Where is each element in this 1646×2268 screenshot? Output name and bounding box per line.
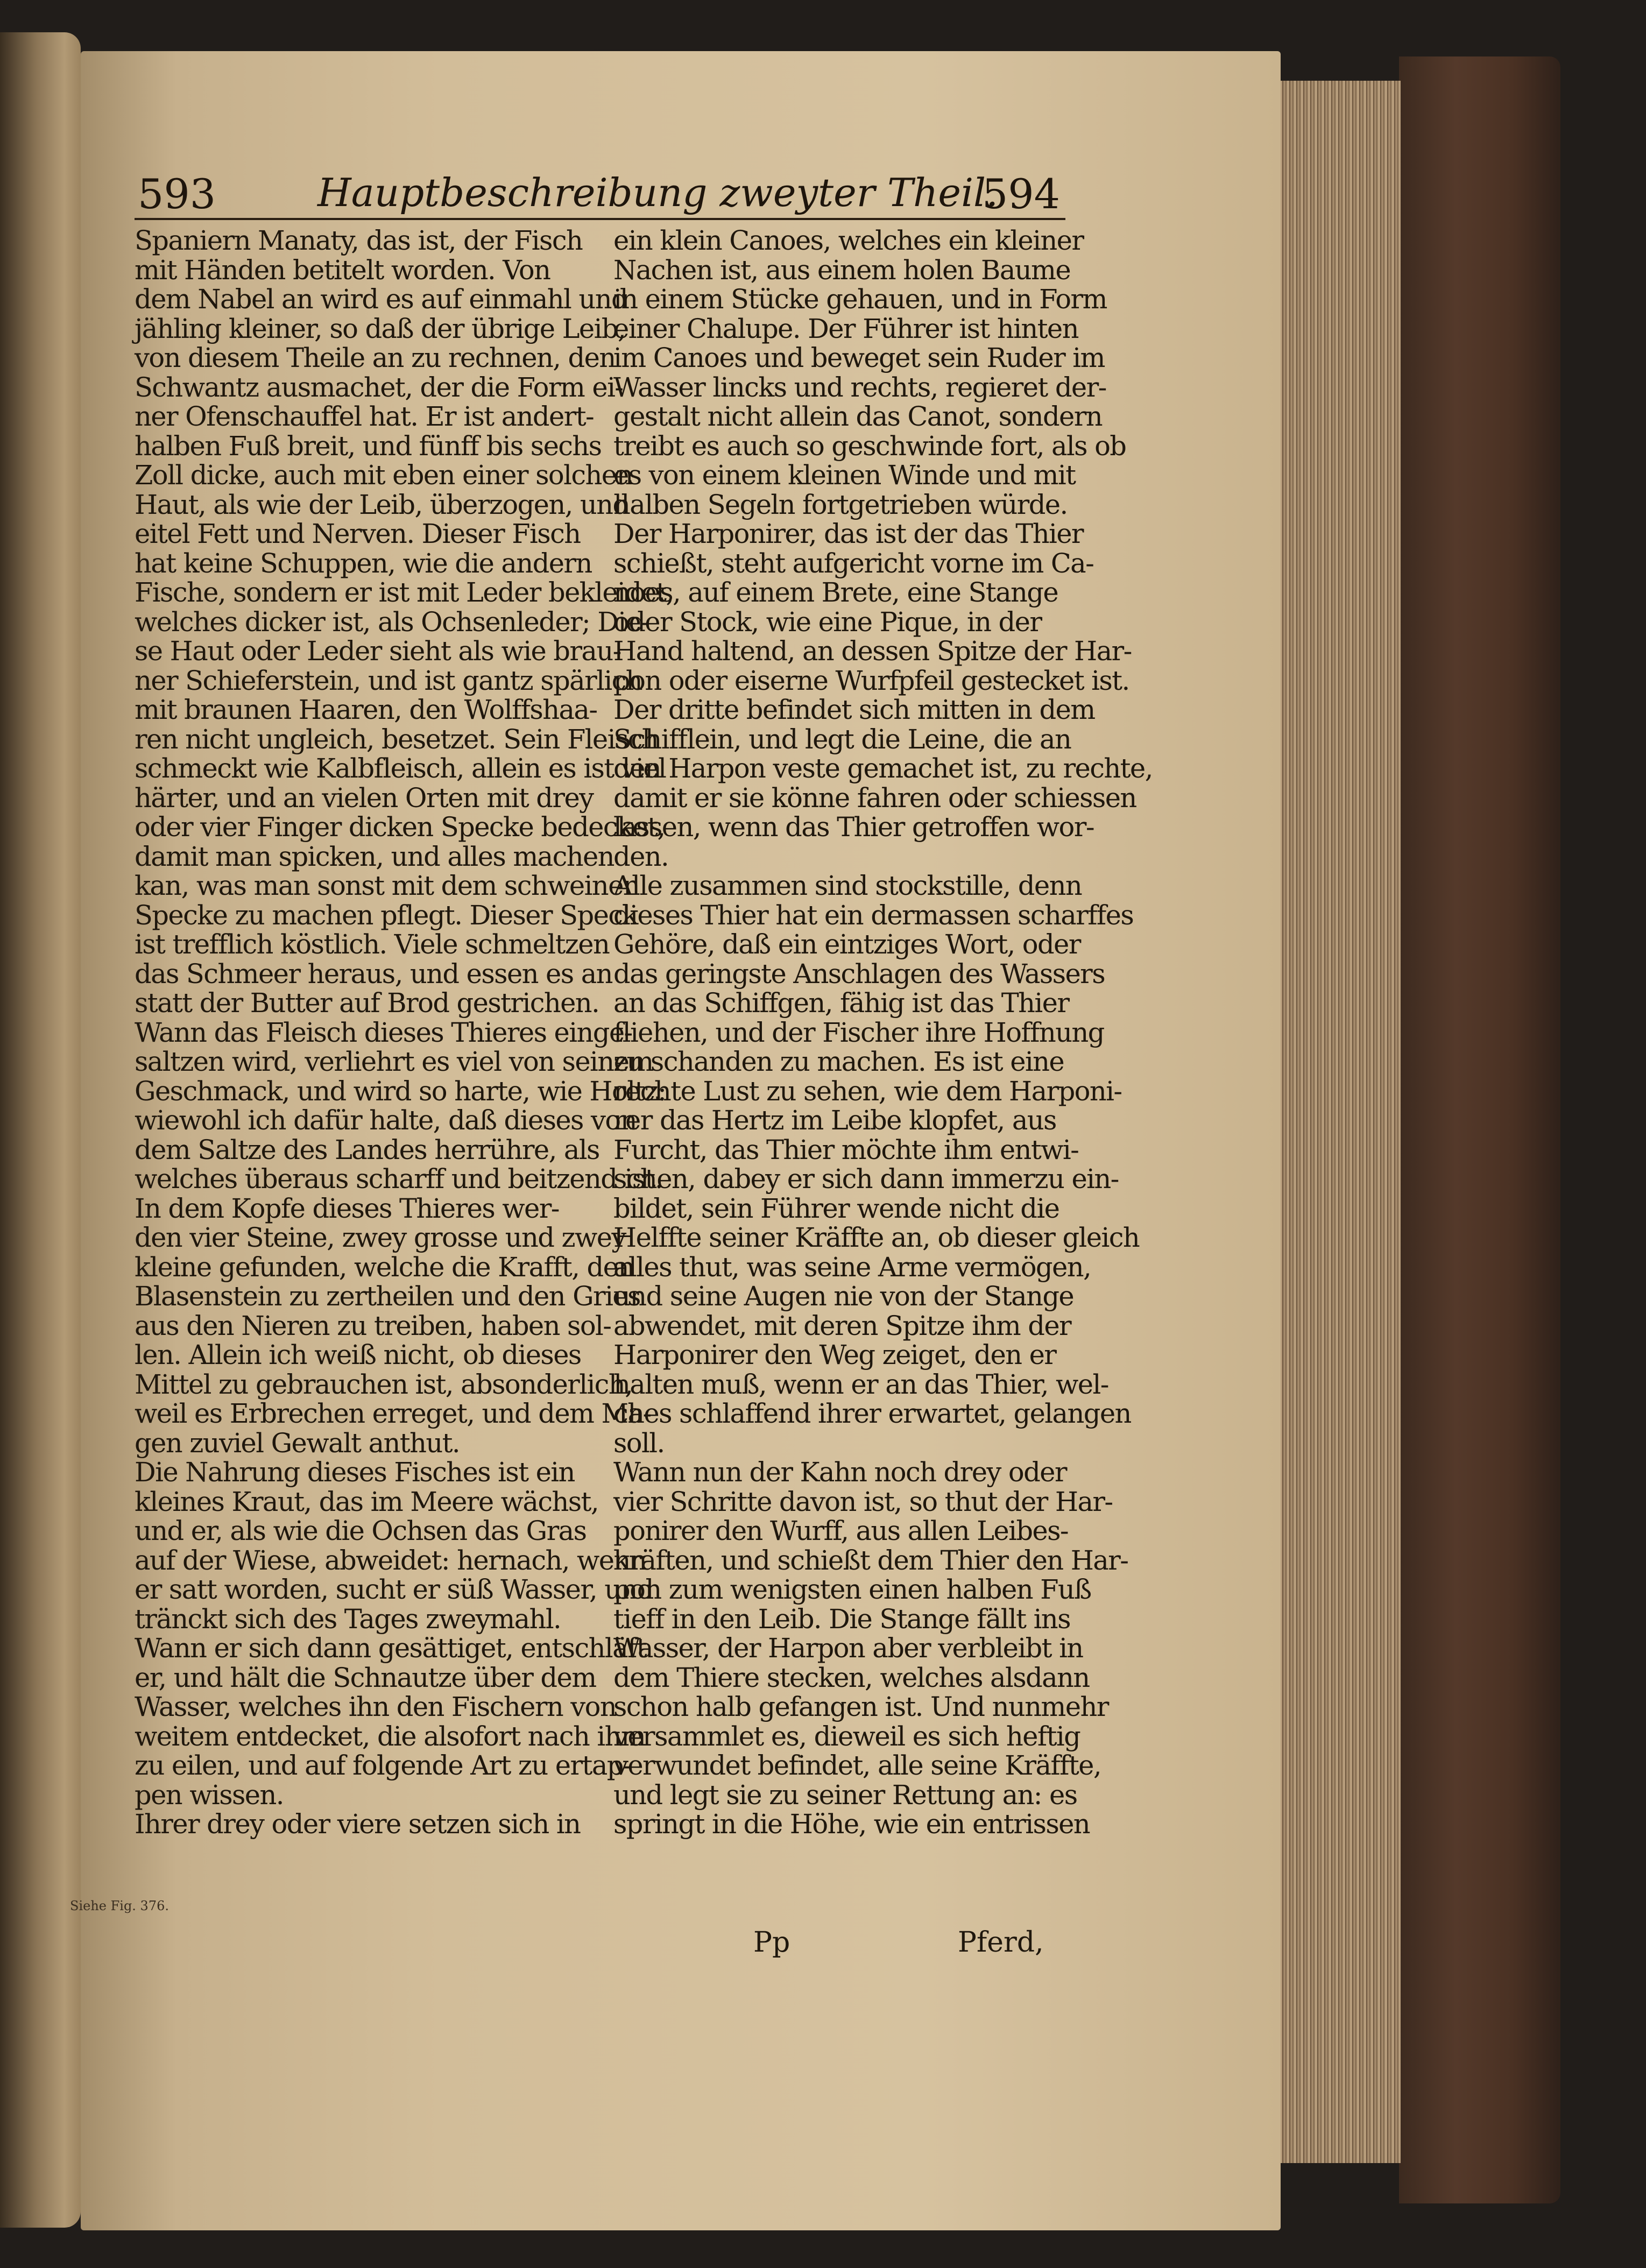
- left-column-line: ner Schieferstein, und ist gantz spärlich: [135, 665, 642, 696]
- folio-right: 594: [981, 170, 1060, 218]
- right-column-line: es von einem kleinen Winde und mit: [613, 460, 1076, 491]
- right-column-line: Helffte seiner Kräffte an, ob dieser gleich: [613, 1222, 1140, 1253]
- left-column-line: Ihrer drey oder viere setzen sich in: [135, 1808, 581, 1840]
- left-column-line: damit man spicken, und alles machen: [135, 840, 614, 872]
- right-column-line: kräften, und schießt dem Thier den Har-: [613, 1544, 1128, 1576]
- right-text-column: [613, 225, 1153, 1840]
- left-column-line: len. Allein ich weiß nicht, ob dieses: [135, 1339, 581, 1370]
- right-column-line: bildet, sein Führer wende nicht die: [613, 1192, 1059, 1224]
- right-column-line: lassen, wenn das Thier getroffen wor-: [613, 811, 1094, 843]
- right-column-line: gestalt nicht allein das Canot, sondern: [613, 401, 1103, 432]
- right-column-line: einer Chalupe. Der Führer ist hinten: [613, 313, 1078, 344]
- left-column-line: er, und hält die Schnautze über dem: [135, 1662, 596, 1693]
- left-column-line: Specke zu machen pflegt. Dieser Speck: [135, 899, 638, 931]
- running-title: Hauptbeschreibung zweyter Theil.: [317, 170, 998, 215]
- left-column-line: Mittel zu gebrauchen ist, absonderlich,: [135, 1368, 633, 1400]
- right-column-line: schen, dabey er sich dann immerzu ein-: [613, 1163, 1119, 1195]
- left-column-line: den vier Steine, zwey grosse und zwey: [135, 1222, 626, 1253]
- right-column-line: soll.: [613, 1427, 665, 1459]
- left-column-line: jähling kleiner, so daß der übrige Leib,: [135, 313, 626, 344]
- left-column-line: Wann er sich dann gesättiget, entschläft: [135, 1633, 647, 1664]
- left-column-line: eitel Fett und Nerven. Dieser Fisch: [135, 518, 581, 549]
- right-column-line: abwendet, mit deren Spitze ihm der: [613, 1310, 1071, 1341]
- left-column-line: härter, und an vielen Orten mit drey: [135, 782, 594, 814]
- left-column-line: aus den Nieren zu treiben, haben sol-: [135, 1310, 611, 1341]
- left-column-line: statt der Butter auf Brod gestrichen.: [135, 987, 599, 1019]
- right-column-line: halten muß, wenn er an das Thier, wel-: [613, 1368, 1108, 1400]
- left-column-line: pen wissen.: [135, 1779, 284, 1811]
- right-column-line: pon zum wenigsten einen halben Fuß: [613, 1574, 1091, 1605]
- right-column-line: den Harpon veste gemachet ist, zu rechte,: [613, 753, 1153, 784]
- page-header: [135, 167, 1065, 220]
- right-column-line: ches schlaffend ihrer erwartet, gelangen: [613, 1398, 1131, 1429]
- right-column-line: Harponirer den Weg zeiget, den er: [613, 1339, 1056, 1370]
- right-column-line: und seine Augen nie von der Stange: [613, 1281, 1074, 1312]
- left-column-line: weil es Erbrechen erreget, und dem Ma-: [135, 1398, 651, 1429]
- right-column-line: Hand haltend, an dessen Spitze der Har-: [613, 635, 1132, 667]
- right-column-line: treibt es auch so geschwinde fort, als ob: [613, 430, 1126, 462]
- margin-note: Siehe Fig. 376.: [70, 1898, 169, 1913]
- left-column-line: weitem entdecket, die alsofort nach ihm: [135, 1720, 646, 1752]
- left-column-line: von diesem Theile an zu rechnen, den: [135, 342, 616, 373]
- signature-mark: Pp: [753, 1926, 790, 1959]
- right-column-line: dem Thiere stecken, welches alsdann: [613, 1662, 1090, 1693]
- left-column-line: schmeckt wie Kalbfleisch, allein es ist viel: [135, 753, 666, 784]
- left-column-line: kan, was man sonst mit dem schweinen: [135, 870, 640, 901]
- right-column-line: fliehen, und der Fischer ihre Hoffnung: [613, 1016, 1104, 1048]
- right-column-line: noes, auf einem Brete, eine Stange: [613, 577, 1058, 608]
- right-column-line: den.: [613, 840, 669, 872]
- folio-left: 593: [138, 170, 216, 218]
- right-column-line: das geringste Anschlagen des Wassers: [613, 958, 1105, 990]
- right-column-line: oder Stock, wie eine Pique, in der: [613, 606, 1042, 638]
- right-column-line: und legt sie zu seiner Rettung an: es: [613, 1779, 1077, 1811]
- left-column-line: halben Fuß breit, und fünff bis sechs: [135, 430, 602, 462]
- left-column-line: mit Händen betitelt worden. Von: [135, 254, 550, 286]
- left-column-line: welches dicker ist, als Ochsenleder; Die-: [135, 606, 649, 638]
- right-column-line: Wann nun der Kahn noch drey oder: [613, 1457, 1066, 1488]
- right-column-line: Schifflein, und legt die Leine, die an: [613, 723, 1071, 755]
- left-column-line: Blasenstein zu zertheilen und den Gries: [135, 1281, 640, 1312]
- right-column-line: damit er sie könne fahren oder schiessen: [613, 782, 1136, 814]
- right-column-line: dieses Thier hat ein dermassen scharffes: [613, 899, 1134, 931]
- right-column-line: Der dritte befindet sich mitten in dem: [613, 694, 1095, 725]
- right-column-line: Alle zusammen sind stockstille, denn: [613, 870, 1082, 901]
- right-column-line: schießt, steht aufgericht vorne im Ca-: [613, 547, 1094, 579]
- right-column-line: Wasser lincks und rechts, regieret der-: [613, 371, 1106, 403]
- left-column-line: Wann das Fleisch dieses Thieres einge-: [135, 1016, 632, 1048]
- left-column-line: Haut, als wie der Leib, überzogen, und: [135, 489, 629, 520]
- left-column-line: Die Nahrung dieses Fisches ist ein: [135, 1457, 575, 1488]
- left-column-line: kleines Kraut, das im Meere wächst,: [135, 1486, 598, 1517]
- book-cover: [1399, 56, 1560, 2203]
- left-column-line: Spaniern Manaty, das ist, der Fisch: [135, 225, 583, 256]
- left-column-line: ren nicht ungleich, besetzet. Sein Fleisch: [135, 723, 659, 755]
- left-column-line: oder vier Finger dicken Specke bedecket,: [135, 811, 665, 843]
- left-column-line: hat keine Schuppen, wie die andern: [135, 547, 592, 579]
- left-column-line: und er, als wie die Ochsen das Gras: [135, 1515, 587, 1546]
- right-column-line: versammlet es, dieweil es sich heftig: [613, 1720, 1080, 1752]
- previous-page-edge: [0, 32, 81, 2228]
- left-text-column: [135, 225, 674, 1840]
- left-column-line: dem Saltze des Landes herrühre, als: [135, 1134, 599, 1165]
- left-column-line: ner Ofenschauffel hat. Er ist andert-: [135, 401, 594, 432]
- left-column-line: mit braunen Haaren, den Wolffshaa-: [135, 694, 597, 725]
- left-column-line: Schwantz ausmachet, der die Form ei-: [135, 371, 623, 403]
- left-column-line: saltzen wird, verliehrt es viel von seinem: [135, 1046, 653, 1077]
- left-column-line: auf der Wiese, abweidet: hernach, wenn: [135, 1544, 647, 1576]
- right-column-line: zu schanden zu machen. Es ist eine: [613, 1046, 1064, 1077]
- left-column-line: zu eilen, und auf folgende Art zu ertap-: [135, 1750, 631, 1781]
- right-column-line: Wasser, der Harpon aber verbleibt in: [613, 1633, 1083, 1664]
- right-column-line: alles thut, was seine Arme vermögen,: [613, 1251, 1091, 1283]
- right-column-line: springt in die Höhe, wie ein entrissen: [613, 1808, 1090, 1840]
- left-column-line: se Haut oder Leder sieht als wie brau-: [135, 635, 621, 667]
- left-column-line: gen zuviel Gewalt anthut.: [135, 1427, 460, 1459]
- left-column-line: Geschmack, und wird so harte, wie Holtz:: [135, 1075, 666, 1107]
- right-column-line: im Canoes und beweget sein Ruder im: [613, 342, 1105, 373]
- left-column-line: Fische, sondern er ist mit Leder bekleidet,: [135, 577, 674, 608]
- left-column-line: welches überaus scharff und beitzend ist.: [135, 1163, 662, 1195]
- right-column-line: Gehöre, daß ein eintziges Wort, oder: [613, 929, 1080, 960]
- left-column-line: das Schmeer heraus, und essen es an: [135, 958, 612, 990]
- right-column-line: rer das Hertz im Leibe klopfet, aus: [613, 1105, 1056, 1136]
- right-column-line: Der Harponirer, das ist der das Thier: [613, 518, 1083, 549]
- right-column-line: Furcht, das Thier möchte ihm entwi-: [613, 1134, 1079, 1165]
- right-column-line: tieff in den Leib. Die Stange fällt ins: [613, 1603, 1070, 1635]
- right-column-line: schon halb gefangen ist. Und nunmehr: [613, 1691, 1108, 1722]
- left-column-line: tränckt sich des Tages zweymahl.: [135, 1603, 561, 1635]
- left-column-line: ist trefflich köstlich. Viele schmeltzen: [135, 929, 610, 960]
- left-column-line: er satt worden, sucht er süß Wasser, und: [135, 1574, 653, 1605]
- left-column-line: Zoll dicke, auch mit eben einer solchen: [135, 460, 633, 491]
- left-column-line: dem Nabel an wird es auf einmahl und: [135, 284, 628, 315]
- left-column-line: Wasser, welches ihn den Fischern von: [135, 1691, 617, 1722]
- right-column-line: verwundet befindet, alle seine Kräffte,: [613, 1750, 1101, 1781]
- right-column-line: pon oder eiserne Wurfpfeil gestecket ist.: [613, 665, 1129, 696]
- right-column-line: vier Schritte davon ist, so thut der Har-: [613, 1486, 1113, 1517]
- right-column-line: rechte Lust zu sehen, wie dem Harponi-: [613, 1075, 1122, 1107]
- right-column-line: ein klein Canoes, welches ein kleiner: [613, 225, 1084, 256]
- catchword: Pferd,: [958, 1926, 1044, 1959]
- left-column-line: kleine gefunden, welche die Krafft, den: [135, 1251, 634, 1283]
- right-column-line: in einem Stücke gehauen, und in Form: [613, 284, 1107, 315]
- right-column-line: ponirer den Wurff, aus allen Leibes-: [613, 1515, 1069, 1546]
- left-column-line: In dem Kopfe dieses Thieres wer-: [135, 1192, 559, 1224]
- right-column-line: an das Schiffgen, fähig ist das Thier: [613, 987, 1069, 1019]
- right-column-line: halben Segeln fortgetrieben würde.: [613, 489, 1068, 520]
- left-column-line: wiewohl ich dafür halte, daß dieses von: [135, 1105, 637, 1136]
- right-column-line: Nachen ist, aus einem holen Baume: [613, 254, 1071, 286]
